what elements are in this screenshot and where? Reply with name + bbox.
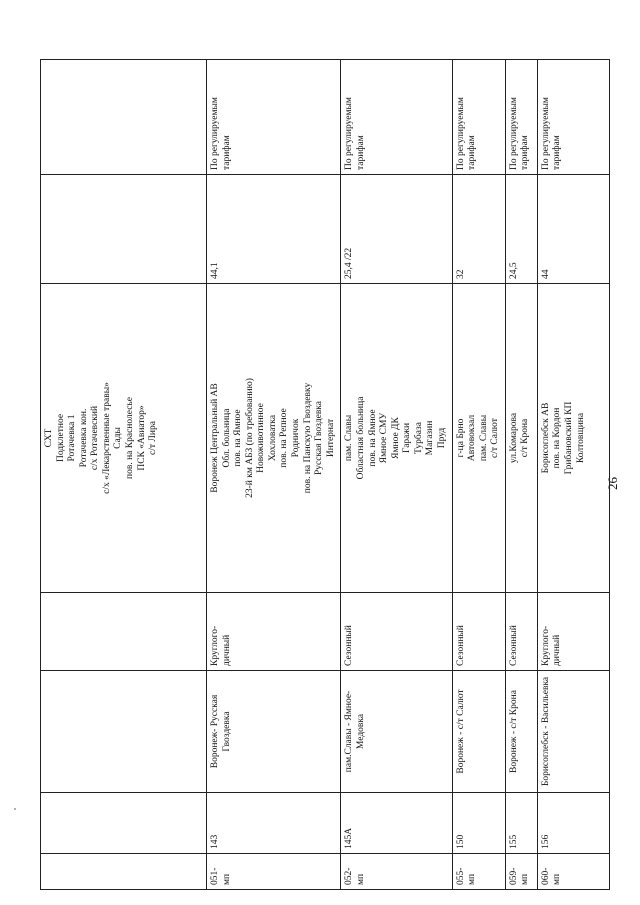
tariff-text: По регулируемым тарифам xyxy=(508,97,531,170)
stop-name: ПСК «Авиатор» xyxy=(136,405,147,471)
table-row xyxy=(41,60,207,890)
stop-name: Магазин xyxy=(425,420,436,456)
route-registry-cell xyxy=(207,854,341,890)
stop-name: Гаражи xyxy=(402,422,413,454)
stop-name: Ротачевка кон. xyxy=(78,408,89,468)
route-length-cell xyxy=(452,175,505,284)
route-registry-cell xyxy=(505,854,537,890)
stop-name: Автовокзал xyxy=(467,414,478,462)
route-name-text: Борисоглебск - Васильевка xyxy=(540,676,551,787)
tariff-text: По регулируемым тарифам xyxy=(540,97,563,170)
stop-name: Обл. больница xyxy=(221,408,232,468)
stop-name: пов. на Репное xyxy=(279,408,290,468)
route-number-cell xyxy=(41,793,207,854)
stop-name: Воронеж Центральный АВ xyxy=(210,383,220,493)
route-number-cell xyxy=(537,793,609,854)
table-row xyxy=(452,60,505,890)
stop-name: с/т Лира xyxy=(148,421,159,455)
stops-cell xyxy=(207,284,341,593)
route-number-text: 150 xyxy=(455,834,466,849)
operating-mode-text: Круглого- дичный xyxy=(540,625,563,666)
route-name-cell xyxy=(537,671,609,793)
route-name-text: Воронеж - с/т Крона xyxy=(508,690,519,773)
stop-name: с/т Крона xyxy=(520,418,531,458)
route-registry-cell xyxy=(537,854,609,890)
route-length-text: 32 xyxy=(455,269,466,279)
route-length-cell xyxy=(505,175,537,284)
stop-name: Ротачевка 1 xyxy=(67,414,78,462)
route-number-text: 145А xyxy=(344,827,355,849)
stops-cell xyxy=(452,284,505,593)
stop-name: Ямное ДК xyxy=(390,417,401,459)
stop-name: Интернат xyxy=(325,418,336,458)
route-name-cell xyxy=(41,671,207,793)
tariff-text: По регулируемым тарифам xyxy=(344,97,366,170)
table-row xyxy=(537,60,609,890)
route-number-text: 156 xyxy=(540,834,551,849)
table-row xyxy=(207,60,341,890)
route-number-cell xyxy=(207,793,341,854)
stop-name: пов. на Ямное xyxy=(367,409,378,467)
tariff-cell xyxy=(505,60,537,175)
operating-mode-cell xyxy=(41,593,207,671)
route-name-cell xyxy=(452,671,505,793)
route-name-text: Воронеж - с/т Салют xyxy=(455,689,466,774)
stop-name: с/х «Лекарственные травы» xyxy=(101,382,112,494)
stop-name: пам. Славы xyxy=(478,414,489,462)
table-row xyxy=(341,60,452,890)
route-number-text: 143 xyxy=(210,834,220,849)
route-length-cell xyxy=(341,175,452,284)
stop-name: Грибановский КП xyxy=(564,401,575,475)
route-registry-text: 055-мп xyxy=(455,867,478,885)
stops-cell xyxy=(41,284,207,593)
operating-mode-text: Сезонный xyxy=(455,625,466,666)
routes-table xyxy=(40,59,610,890)
page-number: 26 xyxy=(605,477,620,490)
table-row xyxy=(505,60,537,890)
operating-mode-cell xyxy=(537,593,609,671)
tariff-cell xyxy=(341,60,452,175)
stop-name: Ямное СМУ xyxy=(379,412,390,464)
tariff-text: По регулируемым тарифам xyxy=(455,97,478,170)
stops-cell xyxy=(505,284,537,593)
scan-speck xyxy=(14,808,16,810)
tariff-cell xyxy=(537,60,609,175)
stop-name: пов. на Краснолесье xyxy=(125,397,136,479)
route-name-text: пам.Славы - Ямное- Медовка xyxy=(344,690,366,773)
route-number-cell xyxy=(505,793,537,854)
route-length-cell xyxy=(537,175,609,284)
stop-name: Хохловатка xyxy=(267,414,278,462)
route-name-cell xyxy=(505,671,537,793)
route-name-text: Воронеж- Русская Гвоздевка xyxy=(210,694,232,769)
stops-cell xyxy=(341,284,452,593)
stop-name: Пруд xyxy=(436,427,447,449)
route-length-cell xyxy=(207,175,341,284)
stop-name: Русская Гвоздевка xyxy=(314,401,325,476)
stop-name: Подклетное xyxy=(55,413,66,463)
operating-mode-cell xyxy=(207,593,341,671)
stop-name: Борисоглебск АВ xyxy=(540,402,551,474)
route-registry-cell xyxy=(41,854,207,890)
tariff-cell xyxy=(207,60,341,175)
stop-name: Турбаза xyxy=(413,422,424,454)
stop-name: ул.Комарова xyxy=(508,412,519,464)
stop-name: г-ца Брно xyxy=(455,418,466,458)
stop-name: пов. на Ямное xyxy=(233,409,244,467)
rotated-table-sheet xyxy=(40,60,630,890)
route-name-cell xyxy=(207,671,341,793)
route-length-cell xyxy=(41,175,207,284)
stop-name: 23-й км АБЗ (по требованию) xyxy=(244,378,255,498)
stop-name: Колтовщина xyxy=(575,412,586,464)
route-number-text: 155 xyxy=(508,834,519,849)
operating-mode-text: Круглого- дичный xyxy=(210,625,232,666)
route-length-text: 24,5 xyxy=(508,262,519,279)
route-registry-text: 052-мп xyxy=(344,867,366,885)
operating-mode-cell xyxy=(505,593,537,671)
route-registry-text: 059-мп xyxy=(508,867,531,885)
stop-name: с/т Салют xyxy=(490,418,501,458)
route-length-text: 44,1 xyxy=(210,262,220,279)
tariff-cell xyxy=(452,60,505,175)
route-length-text: 44 xyxy=(540,269,551,279)
stop-name: пам. Славы xyxy=(344,414,355,462)
stop-name: Областная больница xyxy=(355,396,366,480)
stop-name: пов. на Панскую Гвоздевку xyxy=(302,382,313,494)
route-registry-cell xyxy=(452,854,505,890)
stop-name: Сады xyxy=(113,427,124,449)
route-length-text: 25,4 /22 xyxy=(344,247,355,279)
operating-mode-text: Сезонный xyxy=(344,625,355,666)
route-registry-text: 060-мп xyxy=(540,867,563,885)
stop-name: Родничок xyxy=(291,418,302,458)
operating-mode-cell xyxy=(452,593,505,671)
stop-name: с/х Ротачевский xyxy=(90,405,101,471)
stop-name: СХТ xyxy=(44,428,54,448)
route-registry-cell xyxy=(341,854,452,890)
tariff-cell xyxy=(41,60,207,175)
route-name-cell xyxy=(341,671,452,793)
route-registry-text: 051-мп xyxy=(210,867,232,885)
stops-cell xyxy=(537,284,609,593)
operating-mode-text: Сезонный xyxy=(508,625,519,666)
route-number-cell xyxy=(452,793,505,854)
tariff-text: По регулируемым тарифам xyxy=(210,97,232,170)
stop-name: пов. на Кордон xyxy=(552,407,563,469)
stop-name: Новоживотинное xyxy=(256,403,267,473)
operating-mode-cell xyxy=(341,593,452,671)
route-number-cell xyxy=(341,793,452,854)
